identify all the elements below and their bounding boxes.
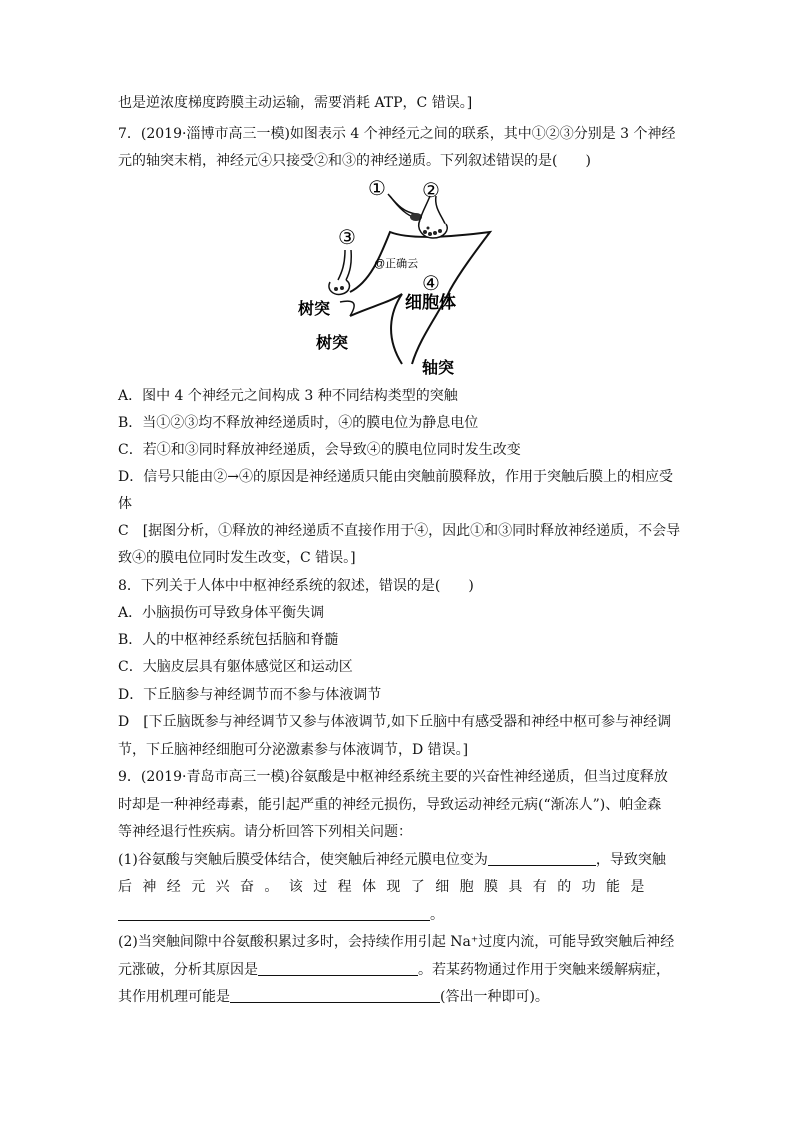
label-4: ④ <box>422 271 440 295</box>
option-a: A．图中 4 个神经元之间构成 3 种不同结构类型的突触 <box>118 388 458 404</box>
answer-blank[interactable] <box>258 961 418 976</box>
question-9-stem: 时却是一种神经毒素，能引起严重的神经元损伤，导致运动神经元病(“渐冻人”)、帕金森 <box>118 797 662 813</box>
question-9-stem: 9．(2019·青岛市高三一模)谷氨酸是中枢神经系统主要的兴奋性神经递质，但当过度释放 <box>118 769 668 785</box>
question-9-part-2: 其作用机理可能是 (答出一种即可)。 <box>118 989 549 1005</box>
question-7-stem: 元的轴突末梢，神经元④只接受②和③的神经递质。下列叙述错误的是( ) <box>118 153 591 169</box>
question-9-part-1: (1)谷氨酸与突触后膜受体结合，使突触后神经元膜电位变为 ，导致突触 <box>118 852 666 868</box>
label-3: ③ <box>338 225 356 249</box>
option-a: A．小脑损伤可导致身体平衡失调 <box>118 605 325 621</box>
answer-blank[interactable] <box>230 988 440 1003</box>
dendrite-label-2: 树突 <box>316 333 349 352</box>
question-7-stem: 7．(2019·淄博市高三一模)如图表示 4 个神经元之间的联系，其中①②③分别是 3 个神经 <box>118 126 676 142</box>
question-9-part-2: (2)当突触间隙中谷氨酸积累过多时，会持续作用引起 Na⁺过度内流，可能导致突触后神经 <box>118 934 675 950</box>
bouton-2 <box>419 220 447 238</box>
dendrite-label-1: 树突 <box>298 299 331 318</box>
question-9-stem: 等神经退行性疾病。请分析回答下列相关问题： <box>118 824 412 840</box>
neuron-diagram <box>290 172 510 377</box>
answer-8: 节，下丘脑神经细胞可分泌激素参与体液调节，D 错误。] <box>118 742 469 758</box>
option-d: 体 <box>118 496 132 512</box>
question-8-stem: 8．下列关于人体中中枢神经系统的叙述，错误的是( ) <box>118 578 474 594</box>
neuron-figure <box>290 172 510 377</box>
dendrite-gap <box>340 301 354 316</box>
answer-blank[interactable] <box>118 906 430 921</box>
text-line: 也是逆浓度梯度跨膜主动运输，需要消耗 ATP，C 错误。] <box>118 95 473 111</box>
cell-body-outline-bottom <box>350 294 402 364</box>
axon-terminal-1 <box>388 194 416 214</box>
watermark: @正确云 <box>374 258 419 270</box>
cell-body-label: 细胞体 <box>405 293 456 313</box>
label-1: ① <box>368 176 386 200</box>
option-d: D．信号只能由②→④的原因是神经递质只能由突触前膜释放，作用于突触后膜上的相应受 <box>118 469 673 485</box>
question-9-part-1: 。 <box>118 905 678 925</box>
option-b: B．当①②③均不释放神经递质时，④的膜电位为静息电位 <box>118 415 479 431</box>
question-9-part-2: 元涨破，分析其原因是 。若某药物通过作用于突触来缓解病症， <box>118 962 670 978</box>
bouton-3 <box>329 280 350 294</box>
option-c: C．大脑皮层具有躯体感觉区和运动区 <box>118 659 353 675</box>
option-d: D．下丘脑参与神经调节而不参与体液调节 <box>118 687 382 703</box>
axon-terminal-3 <box>338 250 345 280</box>
option-b: B．人的中枢神经系统包括脑和脊髓 <box>118 632 339 648</box>
answer-blank[interactable] <box>488 851 596 866</box>
question-9-part-1: 后神经元兴奋。该过程体现了细胞膜具有的功能是 <box>118 879 655 895</box>
answer-7: C [据图分析，①释放的神经递质不直接作用于④，因此①和③同时释放神经递质，不会导 <box>118 523 681 539</box>
answer-7: 致④的膜电位同时发生改变，C 错误。] <box>118 550 356 566</box>
axon-label: 轴突 <box>422 358 455 377</box>
answer-8: D [下丘脑既参与神经调节又参与体液调节,如下丘脑中有感受器和神经中枢可参与神经调 <box>118 714 672 730</box>
option-c: C．若①和③同时释放神经递质，会导致④的膜电位同时发生改变 <box>118 442 521 458</box>
label-2: ② <box>422 178 440 202</box>
